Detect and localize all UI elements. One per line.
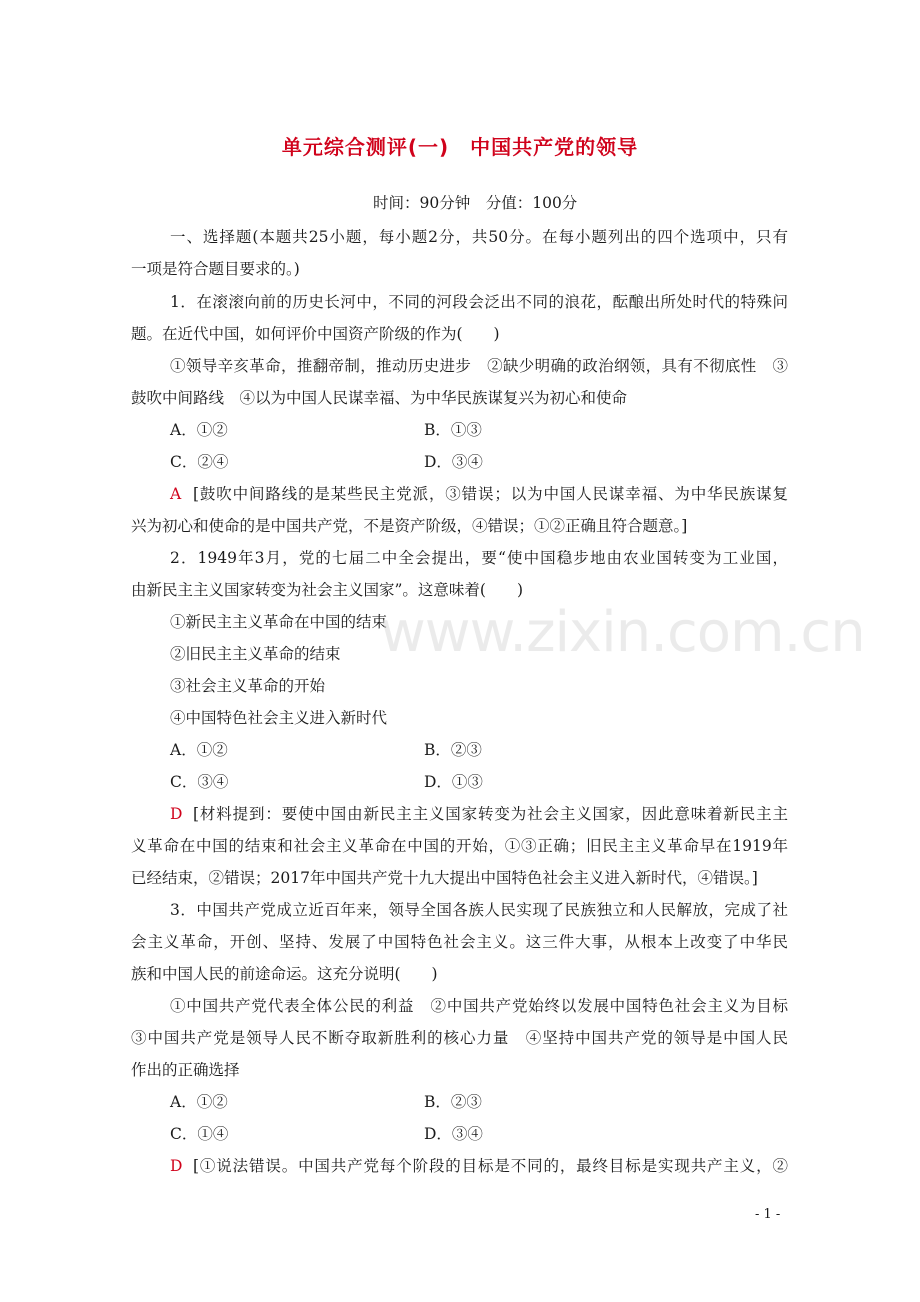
page-number: - 1 - [755, 1207, 781, 1222]
q1-stem-cont: 题。在近代中国，如何评价中国资产阶级的作为( ) [131, 325, 500, 343]
q2-stem: 2．1949年3月，党的七届二中全会提出，要“使中国稳步地由农业国转变为工业国， [170, 549, 788, 567]
q2-item-4: ④中国特色社会主义进入新时代 [170, 709, 388, 727]
q3-answer-letter: D [170, 1157, 183, 1175]
q2-option-a: A．①② [170, 741, 228, 759]
q2-item-1: ①新民主主义革命在中国的结束 [170, 613, 388, 631]
q2-answer-letter: D [170, 805, 183, 823]
q2-option-d: D．①③ [424, 773, 483, 791]
q3-stem: 3．中国共产党成立近百年来，领导全国各族人民实现了民族独立和人民解放，完成了社 [170, 901, 788, 919]
q3-option-b: B．②③ [424, 1093, 482, 1111]
q1-explanation-cont: 兴为初心和使命的是中国共产党，不是资产阶级，④错误；①②正确且符合题意。] [131, 517, 688, 535]
q2-explanation: [材料提到：要使中国由新民主主义国家转变为社会主义国家，因此意味着新民主主 [193, 805, 788, 823]
q2-option-b: B．②③ [424, 741, 482, 759]
q3-items-end: 作出的正确选择 [131, 1061, 240, 1079]
q2-explanation-end: 已经结束，②错误；2017年中国共产党十九大提出中国特色社会主义进入新时代，④错误。] [131, 869, 758, 887]
q1-items-cont: 鼓吹中间路线 ④以为中国人民谋幸福、为中华民族谋复兴为初心和使命 [131, 389, 628, 407]
document-title: 单元综合测评(一) 中国共产党的领导 [281, 135, 639, 159]
q1-stem: 1．在滚滚向前的历史长河中，不同的河段会泛出不同的浪花，酝酿出所处时代的特殊问 [170, 293, 788, 311]
q1-option-a: A．①② [170, 421, 228, 439]
q3-option-a: A．①② [170, 1093, 228, 1111]
section-heading-cont: 一项是符合题目要求的。) [131, 260, 300, 278]
q2-item-3: ③社会主义革命的开始 [170, 677, 326, 695]
q1-items: ①领导辛亥革命，推翻帝制，推动历史进步 ②缺少明确的政治纲领，具有不彻底性 ③ [170, 357, 788, 375]
q3-stem-end: 族和中国人民的前途命运。这充分说明( ) [131, 965, 438, 983]
q2-item-2: ②旧民主主义革命的结束 [170, 645, 341, 663]
q1-option-d: D．③④ [424, 453, 483, 471]
q3-items: ①中国共产党代表全体公民的利益 ②中国共产党始终以发展中国特色社会主义为目标 [170, 997, 788, 1015]
q3-items-cont: ③中国共产党是领导人民不断夺取新胜利的核心力量 ④坚持中国共产党的领导是中国人民 [131, 1029, 788, 1047]
q1-answer-letter: A [170, 485, 182, 503]
q1-option-c: C．②④ [170, 453, 229, 471]
q2-explanation-cont: 义革命在中国的结束和社会主义革命在中国的开始，①③正确；旧民主主义革命早在1919年 [131, 837, 788, 855]
q1-option-b: B．①③ [424, 421, 482, 439]
q3-option-d: D．③④ [424, 1125, 483, 1143]
q3-explanation: [①说法错误。中国共产党每个阶段的目标是不同的，最终目标是实现共产主义，② [193, 1157, 788, 1175]
q3-option-c: C．①④ [170, 1125, 229, 1143]
q3-stem-cont: 会主义革命，开创、坚持、发展了中国特色社会主义。这三件大事，从根本上改变了中华民 [131, 933, 788, 951]
q1-explanation: [鼓吹中间路线的是某些民主党派，③错误；以为中国人民谋幸福、为中华民族谋复 [193, 485, 788, 503]
exam-meta: 时间：90分钟 分值：100分 [373, 194, 578, 212]
watermark: www.zixin.com.cn [380, 600, 865, 665]
q2-stem-cont: 由新民主主义国家转变为社会主义国家”。这意味着( ) [131, 581, 524, 599]
q2-option-c: C．③④ [170, 773, 229, 791]
section-heading: 一、选择题(本题共25小题，每小题2分，共50分。在每小题列出的四个选项中，只有 [170, 228, 788, 246]
